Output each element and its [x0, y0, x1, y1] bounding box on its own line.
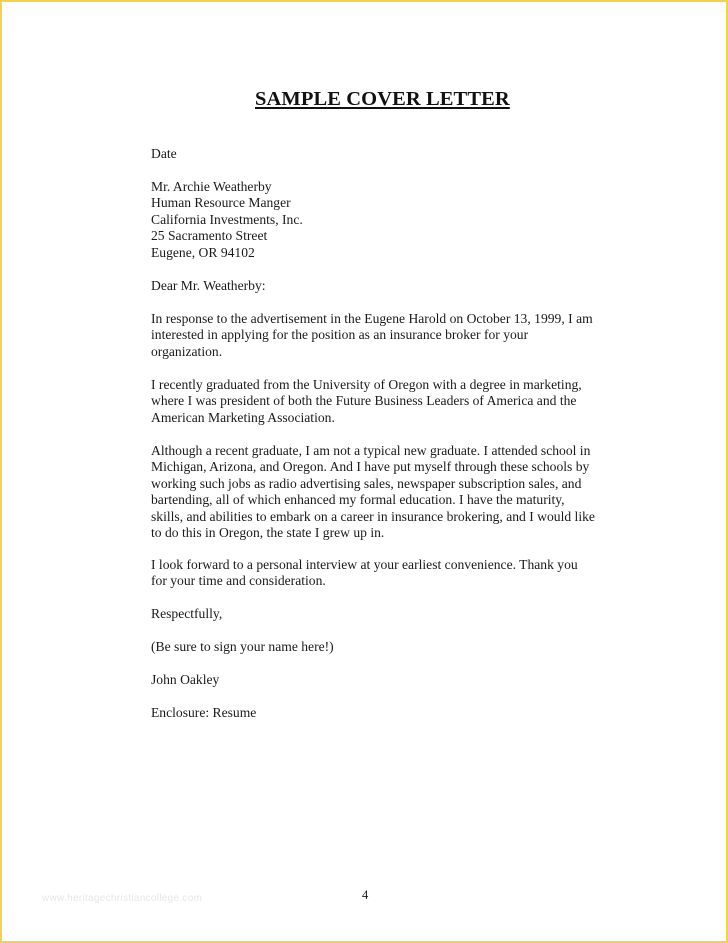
paragraph-closing	[151, 557, 631, 590]
recipient-address	[151, 179, 631, 261]
enclosure-line: Enclosure: Resume	[151, 705, 257, 720]
recipient-position: Human Resource Manger	[151, 195, 291, 211]
paragraph-line: organization.	[151, 343, 223, 359]
paragraph-line: for your time and consideration.	[151, 573, 326, 589]
paragraph-line: In response to the advertisement in the Eugene Harold on October 13, 1999, I am	[151, 311, 593, 326]
paragraph-line: Michigan, Arizona, and Oregon. And I have put myself through these schools by	[151, 459, 590, 475]
sender-name: John Oakley	[151, 672, 220, 687]
paragraph-line: bartending, all of which enhanced my formal education. I have the maturity,	[151, 492, 565, 508]
watermark-text: www.heritagechristiancollege.com	[42, 893, 203, 904]
recipient-street: 25 Sacramento Street	[151, 228, 268, 244]
paragraph-line: I recently graduated from the University of Oregon with a degree in marketing,	[151, 377, 582, 392]
paragraph-intro	[151, 311, 631, 360]
paragraph-line: to do this in Oregon, the state I grew up in.	[151, 525, 385, 541]
recipient-company: California Investments, Inc.	[151, 211, 303, 227]
paragraph-line: I look forward to a personal interview at your earliest convenience. Thank you	[151, 557, 578, 572]
paragraph-line: skills, and abilities to embark on a career in insurance brokering, and I would like	[151, 508, 595, 524]
paragraph-line: where I was president of both the Future Business Leaders of America and the	[151, 393, 577, 409]
paragraph-experience	[151, 443, 631, 541]
salutation: Dear Mr. Weatherby:	[151, 278, 266, 293]
paragraph-line: working such jobs as radio advertising sales, newspaper subscription sales, and	[151, 475, 582, 491]
letter-title: SAMPLE COVER LETTER	[255, 88, 510, 110]
recipient-city: Eugene, OR 94102	[151, 244, 255, 260]
paragraph-line: Although a recent graduate, I am not a typical new graduate. I attended school in	[151, 443, 591, 458]
paragraph-line: interested in applying for the position as an insurance broker for your	[151, 327, 529, 343]
closing-line: Respectfully,	[151, 606, 223, 621]
paragraph-line: American Marketing Association.	[151, 409, 335, 425]
signature-note: (Be sure to sign your name here!)	[151, 639, 334, 654]
page-number: 4	[362, 888, 369, 902]
paragraph-education	[151, 377, 631, 426]
recipient-name: Mr. Archie Weatherby	[151, 179, 272, 194]
date-line: Date	[151, 146, 177, 161]
